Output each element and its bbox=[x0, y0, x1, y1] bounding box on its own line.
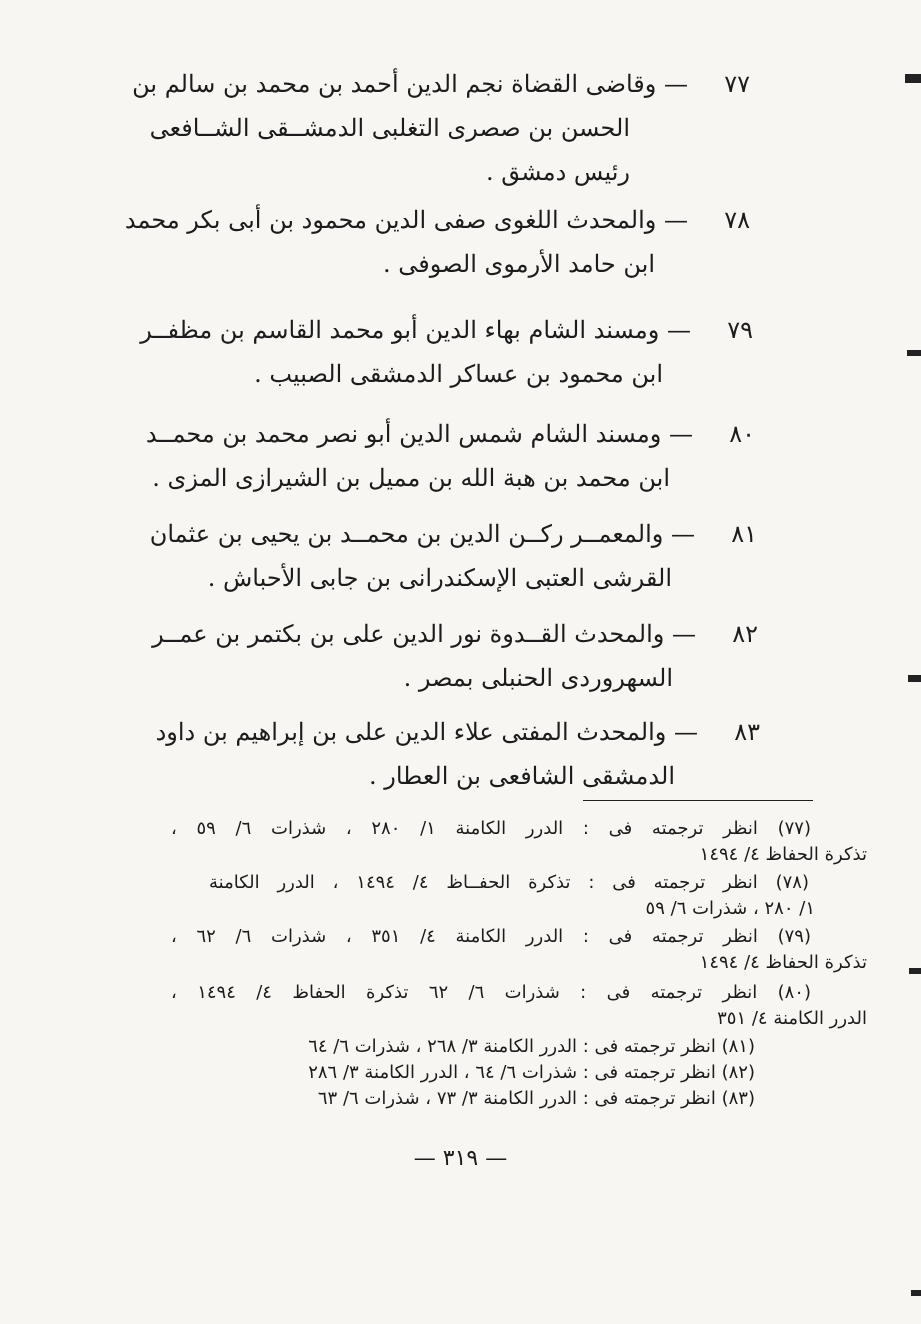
footnote-line: (٧٧) انظر ترجمته فى : الدرر الكامنة ١/ ٢٨٠ ، شذرات ٦/ ٥٩ ، bbox=[171, 818, 811, 839]
scan-mark bbox=[905, 74, 921, 83]
entry-line: — ومسند الشام شمس الدين أبو نصر محمد بن محمــد bbox=[145, 420, 693, 448]
entry-line: — ومسند الشام بهاء الدين أبو محمد القاسم بن مظفــر bbox=[140, 316, 691, 344]
footnote-80 bbox=[171, 980, 867, 1032]
entry-number: ٧٨ bbox=[724, 206, 750, 234]
scan-mark bbox=[909, 968, 921, 974]
scan-mark bbox=[908, 675, 921, 682]
entry-line: ابن محمد بن هبة الله بن مميل بن الشيرازى المزى . bbox=[152, 464, 670, 492]
page-number: — ٣١٩ — bbox=[413, 1146, 508, 1171]
footnote-separator bbox=[583, 800, 813, 801]
entry-line: الدمشقى الشافعى بن العطار . bbox=[369, 762, 675, 790]
entry-line: القرشى العتبى الإسكندرانى بن جابى الأحباش . bbox=[207, 564, 672, 592]
entry-line: ابن محمود بن عساكر الدمشقى الصبيب . bbox=[254, 360, 663, 388]
footnote-line: تذكرة الحفاظ ٤/ ١٤٩٤ bbox=[699, 952, 867, 973]
footnote-82 bbox=[308, 1060, 755, 1086]
entry-number: ٧٩ bbox=[727, 316, 753, 344]
footnote-line: ١/ ٢٨٠ ، شذرات ٦/ ٥٩ bbox=[645, 898, 815, 919]
scan-mark bbox=[907, 350, 921, 356]
footnote-line: (٧٩) انظر ترجمته فى : الدرر الكامنة ٤/ ٣٥١ ، شذرات ٦/ ٦٢ ، bbox=[171, 926, 811, 947]
footnote-line: الدرر الكامنة ٤/ ٣٥١ bbox=[717, 1008, 867, 1029]
entry-line: — والمحدث القــدوة نور الدين على بن بكتمر بن عمــر bbox=[152, 620, 696, 648]
entry-82 bbox=[152, 612, 758, 700]
footnote-line: (٨٠) انظر ترجمته فى : شذرات ٦/ ٦٢ تذكرة الحفاظ ٤/ ١٤٩٤ ، bbox=[171, 982, 811, 1003]
entry-number: ٧٧ bbox=[724, 70, 750, 98]
footnote-line: (٨١) انظر ترجمته فى : الدرر الكامنة ٣/ ٢٦٨ ، شذرات ٦/ ٦٤ bbox=[308, 1036, 755, 1057]
entry-line: — والمحدث اللغوى صفى الدين محمود بن أبى بكر محمد bbox=[124, 206, 688, 234]
entry-81 bbox=[149, 512, 757, 600]
entry-line: ابن حامد الأرموى الصوفى . bbox=[382, 250, 655, 278]
entry-number: ٨٠ bbox=[729, 420, 755, 448]
entry-77 bbox=[132, 62, 750, 194]
footnote-77 bbox=[171, 816, 867, 868]
entry-83 bbox=[155, 710, 760, 798]
entry-79 bbox=[140, 308, 753, 396]
entry-line: الحسن بن صصرى التغلبى الدمشــقى الشــافعى bbox=[149, 114, 630, 142]
footnote-line: (٨٢) انظر ترجمته فى : شذرات ٦/ ٦٤ ، الدرر الكامنة ٣/ ٢٨٦ bbox=[308, 1062, 755, 1083]
entry-line: — وقاضى القضاة نجم الدين أحمد بن محمد بن سالم بن bbox=[132, 70, 688, 98]
entry-line: السهروردى الحنبلى بمصر . bbox=[403, 664, 673, 692]
scan-mark bbox=[911, 1290, 921, 1296]
entry-78 bbox=[124, 198, 750, 286]
footnote-line: (٨٣) انظر ترجمته فى : الدرر الكامنة ٣/ ٧٣ ، شذرات ٦/ ٦٣ bbox=[317, 1088, 755, 1109]
entry-80 bbox=[145, 412, 755, 500]
entry-number: ٨٢ bbox=[732, 620, 758, 648]
footnote-line: تذكرة الحفاظ ٤/ ١٤٩٤ bbox=[699, 844, 867, 865]
footnote-81 bbox=[308, 1034, 755, 1060]
entry-line: — والمعمــر ركــن الدين بن محمــد بن يحيى بن عثمان bbox=[149, 520, 695, 548]
footnote-83 bbox=[318, 1086, 755, 1112]
entry-line: رئيس دمشق . bbox=[486, 158, 630, 186]
entry-number: ٨١ bbox=[731, 520, 757, 548]
entry-line: — والمحدث المفتى علاء الدين على بن إبراهيم بن داود bbox=[155, 718, 698, 746]
footnote-79 bbox=[171, 924, 867, 976]
entry-number: ٨٣ bbox=[734, 718, 760, 746]
footnote-line: (٧٨) انظر ترجمته فى : تذكرة الحفــاظ ٤/ ١٤٩٤ ، الدرر الكامنة bbox=[209, 872, 809, 893]
footnote-78 bbox=[209, 870, 815, 922]
